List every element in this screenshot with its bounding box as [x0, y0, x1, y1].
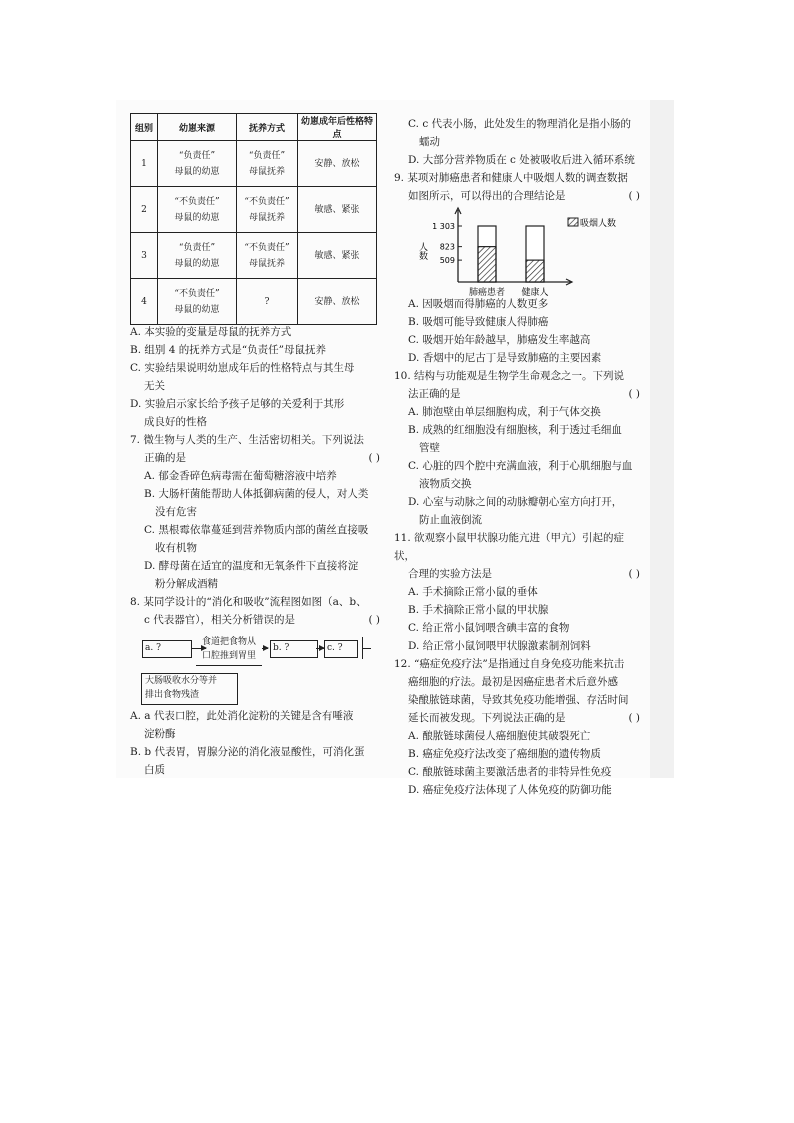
- q6-option-d-cont: 成良好的性格: [144, 416, 207, 428]
- table-row: [131, 141, 377, 187]
- legend-swatch: [568, 218, 578, 226]
- table-cell: 3: [131, 233, 158, 279]
- answer-paren: ( ): [368, 614, 380, 626]
- table-header: 幼崽来源: [158, 114, 237, 141]
- q12-option-d: D. 癌症免疫疗法体现了人体免疫的防御功能: [408, 784, 612, 796]
- table-cell: 敏感、紧张: [298, 187, 377, 233]
- q11-option-d: D. 给正常小鼠饲喂甲状腺激素制剂饲料: [408, 640, 591, 652]
- q8-option-a: A. a 代表口腔，此处消化淀粉的关键是含有唾液: [130, 710, 354, 722]
- right-column-top: [394, 115, 640, 205]
- flow-box-esophagus: 食道把食物从 口腔推到胃里: [196, 635, 262, 666]
- flow-box-large-intestine: 大肠吸收水分等并 排出食物残渣: [141, 673, 238, 705]
- q8-stem: 8. 某同学设计的“消化和吸收”流程图如图（a、b、: [130, 596, 367, 608]
- q10-stem: 10. 结构与功能观是生物学生命观念之一。下列说: [394, 370, 625, 382]
- q7-option-b-cont: 没有危害: [155, 506, 197, 518]
- flow-box-c: c. ?: [324, 640, 358, 658]
- flow-bracket-tick: [363, 648, 371, 649]
- q8-option-b-cont: 白质: [144, 764, 165, 776]
- q9-stem-text: 如图所示，可以得出的合理结论是: [408, 190, 566, 202]
- smoker-bar: [478, 247, 496, 282]
- q7-stem-cont: [130, 449, 380, 467]
- q12-option-c: C. 酿脓链球菌主要激活患者的非特异性免疫: [408, 766, 612, 778]
- q6-option-a: A. 本实验的变量是母鼠的抚养方式: [130, 326, 292, 338]
- q9-option-b: B. 吸烟可能导致健康人得肺癌: [408, 316, 549, 328]
- left-column-bottom: [130, 707, 380, 779]
- q8-option-c-cont: 蠕动: [419, 136, 440, 148]
- flow-box-a: a. ?: [142, 640, 192, 658]
- q12-stem-cont: 癌细胞的疗法。最初是因癌症患者术后意外感: [408, 676, 618, 688]
- table-cell: 2: [131, 187, 158, 233]
- q10-option-c: C. 心脏的四个腔中充满血液，利于心肌细胞与血: [408, 460, 633, 472]
- table-cell: “不负责任” 母鼠抚养: [237, 233, 298, 279]
- table-cell: “负责任” 母鼠的幼崽: [158, 141, 237, 187]
- q12-option-b: B. 癌症免疫疗法改变了癌细胞的遗传物质: [408, 748, 601, 760]
- table-cell: ?: [237, 279, 298, 325]
- right-column-mid: [394, 295, 640, 799]
- table-cell: 敏感、紧张: [298, 233, 377, 279]
- q10-option-d: D. 心室与动脉之间的动脉瓣朝心室方向打开，: [408, 496, 623, 508]
- answer-paren: ( ): [628, 712, 640, 724]
- table-row: [131, 187, 377, 233]
- table-cell: 安静、放松: [298, 141, 377, 187]
- q8-stem-text: c 代表器官），相关分析错误的是: [144, 614, 295, 626]
- q9-option-c: C. 吸烟开始年龄越早，肺癌发生率越高: [408, 334, 591, 346]
- table-header: 抚养方式: [237, 114, 298, 141]
- table-cell: “负责任” 母鼠的幼崽: [158, 233, 237, 279]
- table-cell: “不负责任” 母鼠的幼崽: [158, 279, 237, 325]
- q9-option-d: D. 香烟中的尼古丁是导致肺癌的主要因素: [408, 352, 602, 364]
- q11-option-b: B. 手术摘除正常小鼠的甲状腺: [408, 604, 549, 616]
- q8-option-b: B. b 代表胃，胃腺分泌的消化液显酸性，可消化蛋: [130, 746, 365, 758]
- smoker-bar: [526, 260, 544, 282]
- q11-option-c: C. 给正常小鼠饲喂含碘丰富的食物: [408, 622, 570, 634]
- y-tick-label: 509: [439, 256, 455, 266]
- q10-option-d-cont: 防止血液倒流: [419, 514, 482, 526]
- q8-option-c: C. c 代表小肠，此处发生的物理消化是指小肠的: [408, 118, 632, 130]
- q10-stem-text: 法正确的是: [408, 388, 461, 400]
- q10-option-a: A. 肺泡壁由单层细胞构成，利于气体交换: [408, 406, 601, 418]
- q6-option-c: C. 实验结果说明幼崽成年后的性格特点与其生母: [130, 362, 355, 374]
- y-axis-label: 人数: [417, 242, 427, 260]
- y-tick-label: 1 303: [432, 222, 455, 231]
- q12-stem-cont: [394, 709, 640, 727]
- experiment-table: [130, 113, 377, 325]
- q8-option-a-cont: 淀粉酶: [144, 728, 176, 740]
- q8-option-d: D. 大部分营养物质在 c 处被吸收后进入循环系统: [408, 154, 635, 166]
- legend-label: 吸烟人数: [580, 219, 617, 229]
- q7-option-c: C. 黑根霉依靠蔓延到营养物质内部的菌丝直接吸: [144, 524, 369, 536]
- q12-stem-cont: 染酿脓链球菌，导致其免疫功能增强、存活时间: [408, 694, 629, 706]
- answer-paren: ( ): [368, 452, 380, 464]
- table-header: 组别: [131, 114, 158, 141]
- q7-option-d: D. 酵母菌在适宜的温度和无氧条件下直接将淀: [144, 560, 359, 572]
- flow-arrow: [316, 648, 324, 649]
- q6-option-b: B. 组别 4 的抚养方式是“负责任”母鼠抚养: [130, 344, 326, 356]
- table-header: 幼崽成年后性格特点: [298, 114, 377, 141]
- page-edge: [650, 100, 674, 778]
- flow-box-b: b. ?: [270, 640, 318, 658]
- table-cell: “负责任” 母鼠抚养: [237, 141, 298, 187]
- table-cell: “不负责任” 母鼠的幼崽: [158, 187, 237, 233]
- q7-option-d-cont: 粉分解成酒精: [155, 578, 218, 590]
- q7-option-c-cont: 收有机物: [155, 542, 197, 554]
- q9-stem: 9. 某项对肺癌患者和健康人中吸烟人数的调查数据: [394, 172, 628, 184]
- left-column: [130, 323, 380, 629]
- table-cell: 4: [131, 279, 158, 325]
- q8-stem-cont: [130, 611, 380, 629]
- x-category-label: 健康人: [521, 288, 549, 298]
- q11-option-a: A. 手术摘除正常小鼠的垂体: [408, 586, 538, 598]
- flow-arrow: [262, 648, 268, 649]
- table-row: [131, 233, 377, 279]
- q12-option-a: A. 酿脓链球菌侵人癌细胞使其破裂死亡: [408, 730, 591, 742]
- table-row: [131, 279, 377, 325]
- q7-stem: 7. 微生物与人类的生产、生活密切相关。下列说法: [130, 434, 364, 446]
- answer-paren: ( ): [628, 388, 640, 400]
- table-cell: 1: [131, 141, 158, 187]
- q6-option-c-cont: 无关: [144, 380, 165, 392]
- q10-option-b-cont: 管壁: [419, 442, 440, 454]
- q11-stem: 11. 欲观察小鼠甲状腺功能亢进（甲亢）引起的症状，: [394, 532, 625, 562]
- q10-option-b: B. 成熟的红细胞没有细胞核，利于透过毛细血: [408, 424, 622, 436]
- answer-paren: ( ): [628, 190, 640, 202]
- table-header-row: [131, 114, 377, 141]
- table-cell: 安静、放松: [298, 279, 377, 325]
- q7-option-a: A. 郁金香碎色病毒需在葡萄糖溶液中培养: [144, 470, 337, 482]
- q7-option-b: B. 大肠杆菌能帮助人体抵御病菌的侵人，对人类: [144, 488, 369, 500]
- q6-option-d: D. 实验启示家长给予孩子足够的关爱利于其形: [130, 398, 345, 410]
- q9-option-a: A. 因吸烟而得肺癌的人数更多: [408, 298, 549, 310]
- q11-stem-text: 合理的实验方法是: [408, 568, 492, 580]
- q11-stem-cont: [394, 565, 640, 583]
- answer-paren: ( ): [628, 568, 640, 580]
- y-tick-label: 823: [439, 242, 455, 252]
- q12-stem: 12. “癌症免疫疗法”是指通过自身免疫功能来抗击: [394, 658, 625, 670]
- q12-stem-text: 延长而被发现。下列说法正确的是: [408, 712, 566, 724]
- q10-stem-cont: [394, 385, 640, 403]
- table-cell: “不负责任” 母鼠抚养: [237, 187, 298, 233]
- q10-option-c-cont: 液物质交换: [419, 478, 472, 490]
- x-category-label: 肺癌患者: [468, 288, 506, 298]
- q9-stem-cont: [394, 187, 640, 205]
- q7-stem-text: 正确的是: [144, 452, 186, 464]
